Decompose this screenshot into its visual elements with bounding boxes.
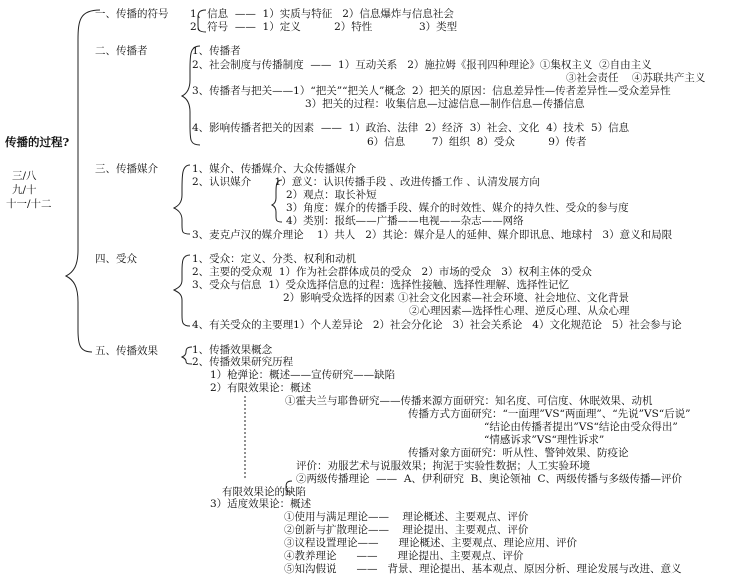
root-title: 传播的过程? bbox=[5, 135, 70, 149]
s4-line-6: 4、有关受众的主要理1）个人差异论 2）社会分化论 3）社会关系论 4）文化规范论 5）社会参与论 bbox=[192, 319, 682, 331]
s1-line-2: 2、符号 —— 1）定义 2）特性 3）类型 bbox=[190, 21, 458, 33]
s2-line-5: 3）把关的过程：收集信息—过滤信息—制作信息—传播信息 bbox=[305, 98, 585, 110]
root-sub-1: 三/八 bbox=[12, 170, 37, 182]
s3-line-6: 3、麦克卢汉的媒介理论 1）共人 2）其论：媒介是人的延伸、媒介即讯息、地球村 3）意义和局限 bbox=[192, 229, 673, 241]
root-brace bbox=[66, 10, 100, 352]
s5-line-17: ④教养理论 —— 理论提出、主要观点、评价 bbox=[284, 550, 524, 562]
s5-line-18: ⑤知沟假说 —— 背景、理论提出、基本观点、原因分析、理论发展与改进、意义 bbox=[284, 563, 682, 575]
s3-line-3: 2）观点：取长补短 bbox=[286, 189, 377, 201]
s4-line-1: 1、受众：定义、分类、权利和动机 bbox=[192, 253, 357, 265]
s5-line-4: 2）有限效果论：概述 bbox=[210, 382, 312, 394]
section-5-heading: 五、传播效果 bbox=[95, 345, 158, 357]
section-1-heading: 一、传播的符号 bbox=[95, 8, 169, 20]
s4-line-4: 2）影响受众选择的因素 ①社会文化因素—社会环境、社会地位、文化背景 bbox=[283, 292, 630, 304]
s2-line-1: 1、传播者 bbox=[192, 45, 241, 57]
s5-line-1: 1、传播效果概念 bbox=[192, 344, 273, 356]
s5-brace bbox=[182, 347, 192, 364]
s5-line-5: ①霍夫兰与耶鲁研究——传播来源方面研究：知名度、可信度、休眠效果、动机 bbox=[285, 395, 653, 407]
s4-line-5: ②心理因素—选择性心理、逆反心理、从众心理 bbox=[409, 305, 630, 317]
s5-line-6: 传播方式方面研究：“一面理”VS“两面理”、“先说”VS“后说” bbox=[408, 408, 691, 420]
s1-line-1: 1、信息 —— 1）实质与特征 2）信息爆炸与信息社会 bbox=[190, 8, 454, 20]
s4-brace bbox=[174, 255, 190, 326]
s4-line-2: 2、主要的受众观 1）作为社会群体成员的受众 2）市场的受众 3）权利主体的受众 bbox=[192, 266, 592, 278]
root-sub-3: 十一/十二 bbox=[6, 198, 52, 210]
root-sub-2: 九/十 bbox=[12, 184, 37, 196]
s5-line-14: ①使用与满足理论—— 理论概述、主要观点、评价 bbox=[284, 511, 529, 523]
section-4-heading: 四、受众 bbox=[95, 253, 137, 265]
s5-line-8: “情感诉求”VS“理性诉求” bbox=[484, 434, 605, 446]
s5-line-10: 评价：劝服艺术与说服效果；拘泥于实验性数据；人工实验环境 bbox=[296, 460, 590, 472]
s5-line-15: ②创新与扩散理论—— 理论提出、主要观点、评价 bbox=[284, 524, 529, 536]
s3-brace bbox=[174, 165, 190, 234]
s5-line-3: 1）枪弹论：概述——宣传研究——缺陷 bbox=[210, 369, 396, 381]
s5-line-13: 3）适度效果论：概述 bbox=[210, 498, 312, 510]
s3-line-4: 3）角度：媒介的传播手段、媒介的时效性、媒介的持久性、受众的参与度 bbox=[286, 202, 629, 214]
s3-line-1: 1、媒介、传播媒介、大众传播媒介 bbox=[192, 163, 357, 175]
s2-line-3: ③社会责任 ④苏联共产主义 bbox=[566, 72, 706, 84]
s5-line-9: 传播对象方面研究：听从性、警钟效果、防疫论 bbox=[408, 447, 629, 459]
s4-line-3: 3、受众与信息 1）受众选择信息的过程：选择性接触、选择性理解、选择性记忆 bbox=[192, 279, 570, 291]
s3-line-2: 2、认识媒介 1）意义：认识传播手段 、改进传播工作 、认清发展方向 bbox=[192, 176, 540, 188]
s5-line-11: ②两级传播理论 —— A、伊利研究 B、奥论领袖 C、两级传播与多级传播—评价 bbox=[296, 473, 683, 485]
section-3-heading: 三、传播媒介 bbox=[95, 163, 158, 175]
s5-line-12: 有限效果论的缺陷 bbox=[222, 486, 306, 498]
section-2-heading: 二、传播者 bbox=[95, 45, 148, 57]
s2-line-6: 4、影响传播者把关的因素 —— 1）政治、法律 2）经济 3）社会、文化 4）技术 5）信息 bbox=[192, 122, 630, 134]
s5-line-16: ③议程设置理论—— 理论概述、主要观点、理论应用、评价 bbox=[284, 537, 578, 549]
s2-line-2: 2、社会制度与传播制度 —— 1）互动关系 2）施拉姆《报刊四种理论》①集权主义 ②自由主义 bbox=[192, 59, 652, 71]
s2-line-4: 3、传播者与把关——1）“把关”“把关人”概念 2）把关的原因：信息差异性—传者差异性—受众差异性 bbox=[192, 85, 671, 97]
s5-line-2: 2、传播效果研究历程 bbox=[192, 356, 294, 368]
s3-line-5: 4）类别：报纸——广播——电视——杂志——网络 bbox=[286, 215, 524, 227]
s2-line-7: 6）信息 7）组织 8）受众 9）传者 bbox=[367, 136, 587, 148]
s5-line-7: “结论由传播者提出”VS“结论由受众得出” bbox=[484, 421, 678, 433]
